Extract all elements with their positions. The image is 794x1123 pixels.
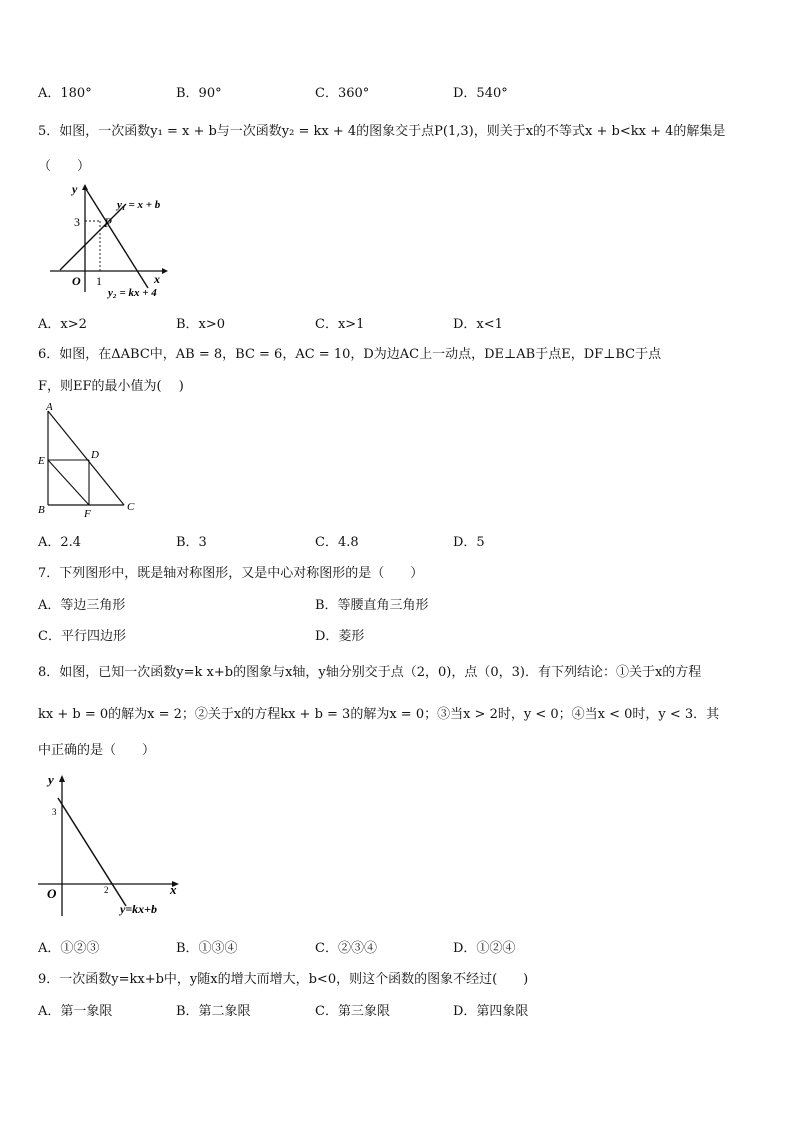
q7-stem: 7．下列图形中，既是轴对称图形，又是中心对称图形的是（ ）: [38, 566, 424, 581]
q6-label-c: C: [127, 501, 135, 513]
q7-option-b: B．等腰直角三角形: [315, 598, 429, 613]
q6-option-d: D．5: [453, 535, 485, 550]
q5-origin-label: O: [72, 274, 81, 288]
q6-label-a: A: [46, 401, 53, 413]
q5-figure: [44, 182, 194, 302]
q5-option-d: D．x<1: [453, 317, 503, 332]
q8-origin-label: O: [47, 886, 57, 901]
q8-figure: [36, 770, 186, 920]
q8-stem-line2: kx + b = 0的解为x = 2；②关于x的方程kx + b = 3的解为x = 0；③当x > 2时，y < 0；④当x < 0时，y < 3．其: [38, 707, 720, 722]
q8-tick-2: 2: [104, 885, 109, 895]
q5-tick-3: 3: [74, 215, 80, 229]
q8-option-b: B．①③④: [176, 941, 238, 956]
q6-figure: [36, 400, 146, 520]
q9-option-a: A．第一象限: [38, 1004, 113, 1019]
q6-label-e: E: [38, 455, 45, 467]
q8-option-a: A．①②③: [38, 941, 100, 956]
q8-tick-3: 3: [52, 807, 57, 817]
q9-stem: 9．一次函数y=kx+b中，y随x的增大而增大，b<0，则这个函数的图象不经过( ): [38, 972, 529, 987]
q5-tick-1: 1: [96, 274, 102, 288]
q7-option-d: D．菱形: [315, 629, 365, 644]
q4-option-d: D．540°: [453, 86, 508, 101]
q9-option-b: B．第二象限: [176, 1004, 251, 1019]
q6-segment-ef: [48, 460, 89, 505]
q5-stem-line2: （ ）: [38, 159, 91, 174]
q8-y-label: y: [48, 772, 54, 787]
q6-stem-line1: 6．如图，在ΔABC中，AB = 8，BC = 6，AC = 10，D为边AC上一动点，DE⊥AB于点E，DF⊥BC于点: [38, 347, 662, 362]
q5-line1-label: y₁ = x + b: [117, 199, 161, 211]
q4-option-a: A．180°: [38, 86, 92, 101]
q8-line-label: y=kx+b: [120, 902, 158, 916]
q5-stem-line1: 5．如图，一次函数y₁ = x + b与一次函数y₂ = kx + 4的图象交于点P(1,3)，则关于x的不等式x + b<kx + 4的解集是: [38, 124, 726, 139]
q5-option-a: A．x>2: [38, 317, 87, 332]
q7-option-a: A．等边三角形: [38, 598, 126, 613]
q4-option-c: C．360°: [315, 86, 370, 101]
q5-point-p: P: [104, 215, 112, 230]
q8-stem-line3: 中正确的是（ ）: [38, 743, 156, 758]
q5-x-label: x: [154, 272, 160, 286]
q5-line2-label: y₂ = kx + 4: [108, 287, 157, 299]
q6-label-b: B: [38, 504, 45, 516]
q8-x-label: x: [170, 882, 177, 897]
q6-label-d: D: [91, 449, 99, 461]
q8-y-arrow: [59, 775, 65, 782]
q4-option-b: B．90°: [176, 86, 222, 101]
q8-option-c: C．②③④: [315, 941, 377, 956]
q5-option-c: C．x>1: [315, 317, 365, 332]
q8-stem-line1: 8．如图，已知一次函数y=k x+b的图象与x轴，y轴分别交于点（2，0)，点（0，3)．有下列结论：①关于x的方程: [38, 665, 702, 680]
q9-option-c: C．第三象限: [315, 1004, 390, 1019]
q5-x-arrow: [162, 268, 168, 274]
q8-line: [58, 798, 126, 906]
q6-stem-line2: F，则EF的最小值为( ): [38, 379, 184, 394]
q5-y-label: y: [72, 182, 78, 196]
q6-option-b: B．3: [176, 535, 207, 550]
q5-option-b: B．x>0: [176, 317, 226, 332]
q6-option-c: C．4.8: [315, 535, 359, 550]
q9-option-d: D．第四象限: [453, 1004, 529, 1019]
q8-option-d: D．①②④: [453, 941, 516, 956]
q6-option-a: A．2.4: [38, 535, 82, 550]
q6-side-ac: [48, 411, 124, 505]
q6-label-f: F: [84, 508, 91, 520]
q7-option-c: C．平行四边形: [38, 629, 126, 644]
